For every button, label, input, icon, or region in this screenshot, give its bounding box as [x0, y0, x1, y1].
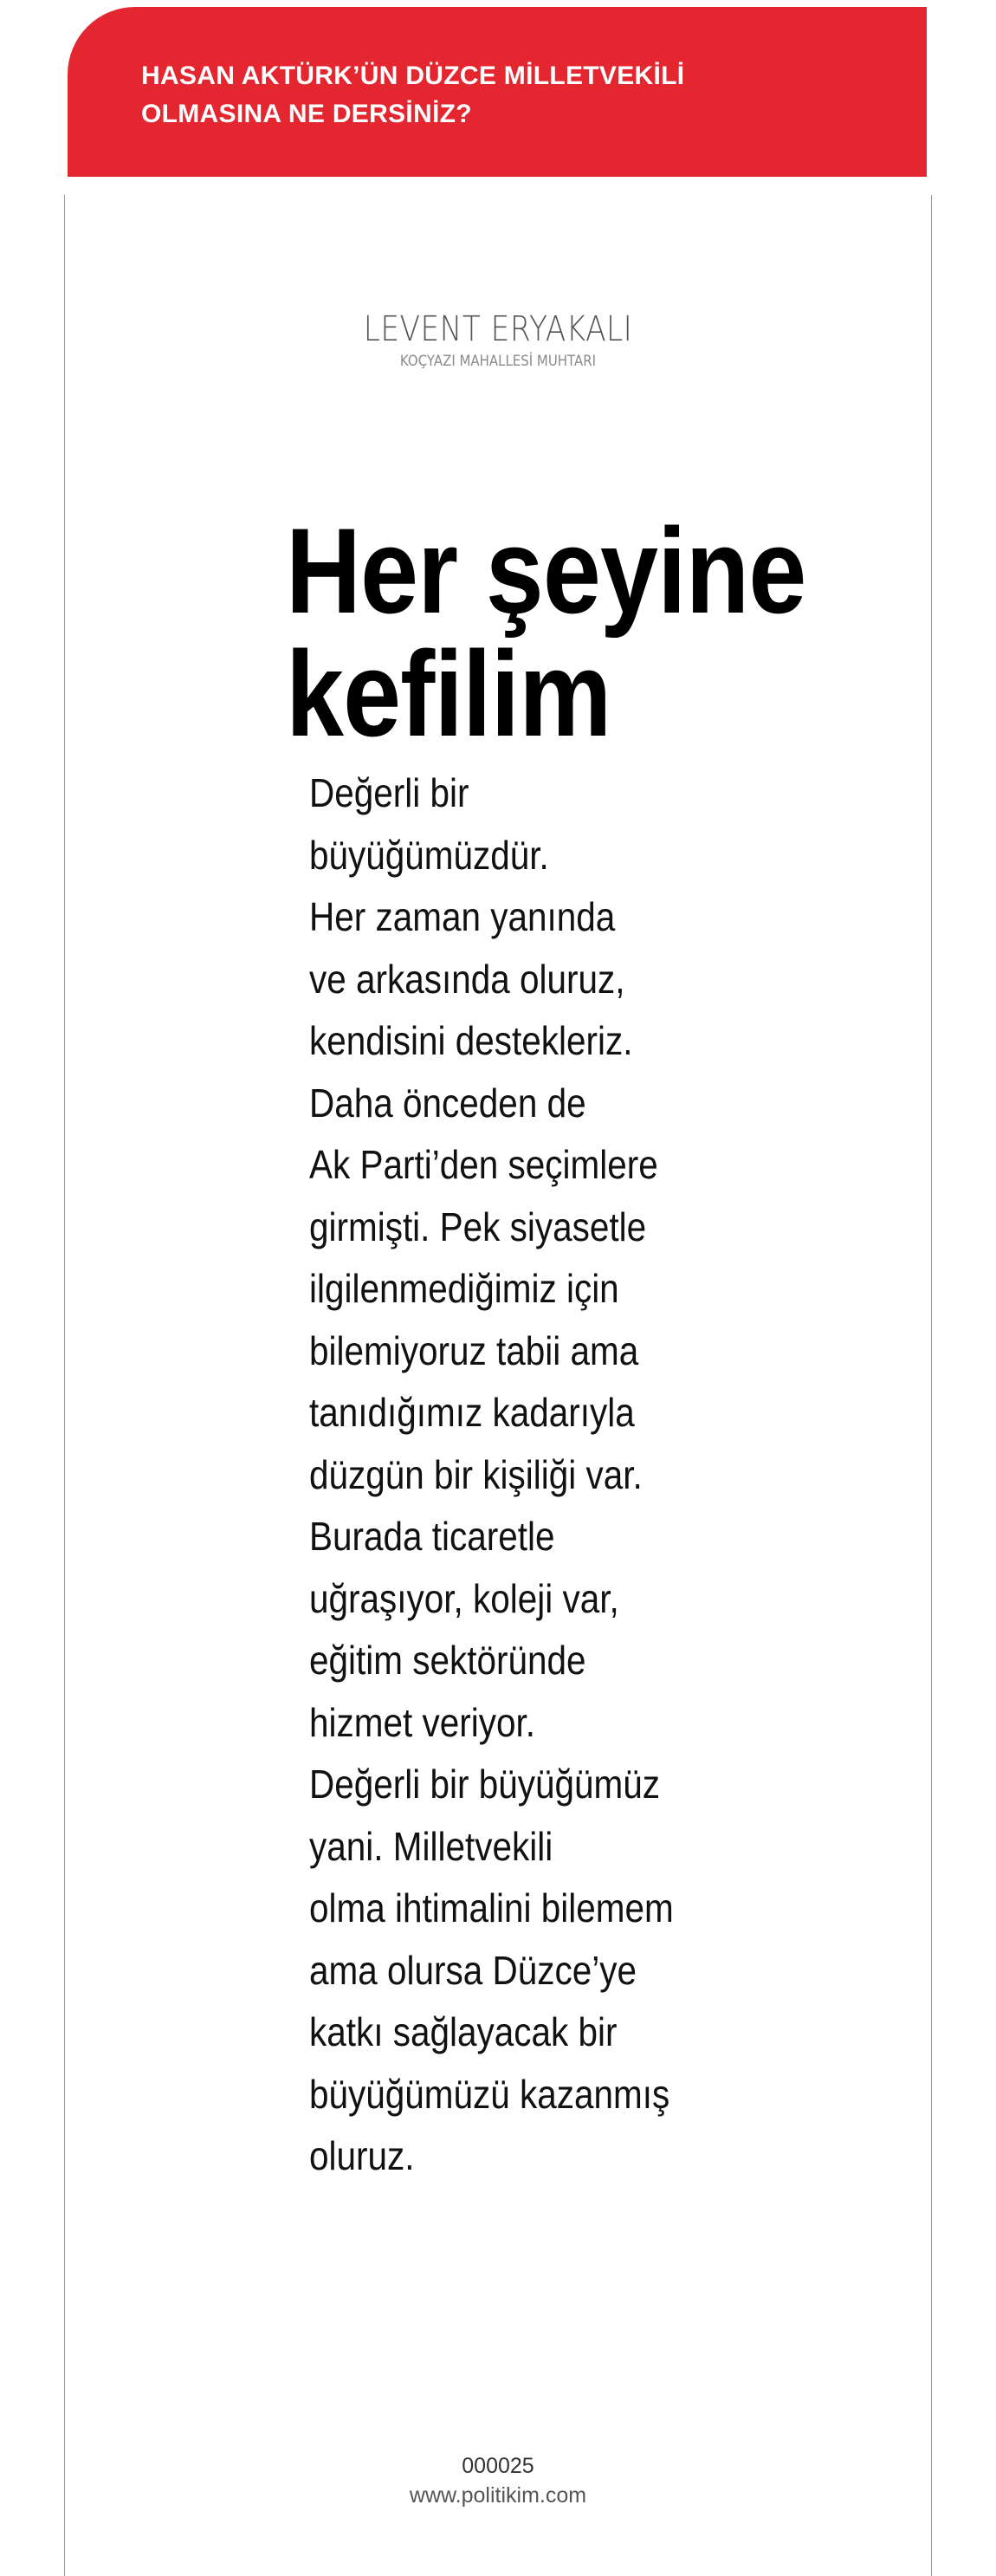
body-line: katkı sağlayacak bir — [309, 2009, 618, 2054]
body-line: ama olursa Düzce’ye — [309, 1947, 637, 1993]
headline — [286, 503, 837, 762]
body-line: hizmet veriyor. — [309, 1699, 535, 1745]
body-line: oluruz. — [309, 2133, 415, 2178]
site-url: www.politikim.com — [409, 2483, 587, 2508]
article-body — [309, 762, 706, 2188]
headline-line-1: Her şeyine — [286, 503, 806, 639]
banner-title-line-1: HASAN AKTÜRK’ÜN DÜZCE MİLLETVEKİLİ — [141, 62, 685, 90]
body-line: ilgilenmediğimiz için — [309, 1266, 619, 1311]
banner-title — [141, 57, 927, 133]
footer — [0, 2451, 996, 2510]
body-line: büyüğümüzdür. — [309, 832, 549, 878]
body-line: olma ihtimalini bilemem — [309, 1885, 674, 1930]
banner-title-line-2: OLMASINA NE DERSİNİZ? — [141, 100, 472, 128]
question-banner — [68, 7, 927, 177]
body-line: kendisini destekleriz. — [309, 1018, 633, 1063]
body-line: Daha önceden de — [309, 1080, 586, 1126]
author-name: LEVENT ERYAKALI — [363, 309, 633, 349]
body-line: uğraşıyor, koleji var, — [309, 1575, 619, 1621]
author-role: KOÇYAZI MAHALLESİ MUHTARI — [399, 353, 597, 370]
body-line: girmişti. Pek siyasetle — [309, 1204, 647, 1249]
body-line: Değerli bir büyüğümüz — [309, 1762, 661, 1807]
body-line: tanıdığımız kadarıyla — [309, 1390, 635, 1435]
body-line: Değerli bir — [309, 770, 469, 815]
headline-line-2: kefilim — [286, 626, 611, 762]
frame-left-rule — [64, 195, 65, 2576]
body-line: yani. Milletvekili — [309, 1823, 553, 1869]
body-line: eğitim sektöründe — [309, 1638, 586, 1683]
body-line: Her zaman yanında — [309, 894, 616, 939]
body-line: ve arkasında oluruz, — [309, 956, 625, 1002]
body-line: Ak Parti’den seçimlere — [309, 1142, 658, 1187]
page-code: 000025 — [462, 2454, 534, 2478]
frame-right-rule — [931, 195, 932, 2576]
body-line: düzgün bir kişiliği var. — [309, 1451, 643, 1497]
body-line: büyüğümüzü kazanmış — [309, 2071, 670, 2117]
body-line: bilemiyoruz tabii ama — [309, 1327, 639, 1373]
body-line: Burada ticaretle — [309, 1514, 555, 1559]
author-block — [0, 308, 996, 371]
